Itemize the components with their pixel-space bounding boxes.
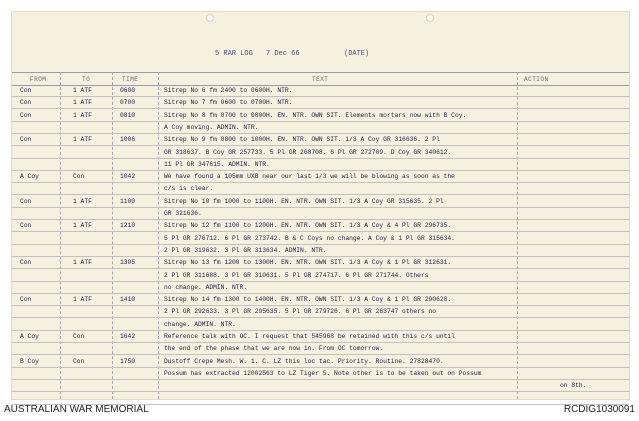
entry-text-line: Sitrep No 8 fm 0700 to 0800H. EN. NTR. OWN SIT. Elements mortars now with B Coy. [164, 111, 467, 119]
punch-hole [206, 14, 214, 22]
column-header-text: TEXT [312, 76, 329, 83]
entry-time: 1642 [120, 333, 136, 340]
ruled-line [12, 354, 629, 355]
entry-to: 1 ATF [73, 222, 92, 230]
entry-text-line: the end of the phase that we are now in. From OC tomorrow. [164, 345, 384, 353]
punch-hole [426, 14, 434, 22]
ruled-line [12, 207, 629, 208]
log-sheet [11, 11, 630, 400]
entry-text-line: GR 321636. [164, 210, 202, 217]
ruled-line [12, 244, 629, 245]
entry-time: 0700 [120, 99, 136, 107]
entry-time: 1410 [120, 296, 136, 304]
archive-reference: RCDIG1030091 [563, 404, 635, 415]
entry-from: Con [20, 136, 32, 144]
ruled-line [12, 330, 629, 331]
entry-text-line: Sitrep No 6 fm 2400 to 0600H. NTR. [164, 87, 293, 94]
entry-to: 1 ATF [73, 87, 92, 94]
entry-text-line: 2 Pl GR 292633. 3 Pl GR 295635. 5 Pl GR 279726. 6 Pl GR 263747 others no [164, 308, 437, 316]
entry-text-line: Sitrep No 13 fm 1200 to 1300H. EN. NTR. OWN SIT. 1/3 A Coy & 1 Pl GR 312631. [164, 259, 452, 267]
entry-from: Con [20, 197, 32, 205]
entry-to: 1 ATF [73, 111, 92, 119]
entry-time: 0810 [120, 111, 136, 119]
entry-text-line: Sitrep No 9 fm 0800 to 1000H. EN. NTR. OWN SIT. 1/3 A Coy GR 316636. 2 Pl [164, 136, 440, 144]
entry-text-line: Sitrep No 7 fm 0600 to 0700H. NTR. [164, 99, 293, 107]
ruled-line [12, 268, 629, 269]
ruled-line [12, 121, 629, 122]
entry-from: Con [20, 87, 32, 94]
ruled-line [12, 391, 629, 392]
entry-from: B Coy [20, 357, 39, 365]
entry-to: 1 ATF [73, 197, 92, 205]
ruled-line [12, 182, 629, 183]
ruled-line [12, 108, 629, 109]
ruled-line [12, 219, 629, 220]
entry-to: Con [73, 333, 85, 340]
ruled-line [12, 379, 629, 380]
entry-time: 1210 [120, 222, 136, 230]
entry-text-line: Sitrep No 10 fm 1000 to 1100H. EN. NTR. OWN SIT. 1/3 A Coy GR 315635. 2 Pl [164, 197, 444, 205]
entry-text-line: 2 Pl GR 311688. 3 Pl GR 310631. 5 Pl GR 274717. 6 Pl GR 271744. Others [164, 271, 429, 279]
entry-text-line: We have found a 105mm UXB near our last 1/3 we will be blowing as soon as the [164, 173, 455, 181]
entry-from: A Coy [20, 173, 39, 181]
entry-text-line: Dustoff Crepe Mesh. W. 1. C. LZ this loc tac. Priority. Routine. 27828470. [164, 357, 444, 365]
entry-to: Con [73, 173, 85, 181]
column-header-action: ACTION [524, 76, 549, 83]
entry-text-line: 2 Pl GR 319632. 3 Pl GR 313634. ADMIN. NTR. [164, 246, 327, 254]
entry-from: Con [20, 222, 32, 230]
entry-text-line: c/s is clear. [164, 185, 214, 193]
entry-to: Con [73, 357, 85, 365]
ruled-line [12, 170, 629, 171]
ruled-line [12, 317, 629, 318]
entry-text-line: on 8th. [560, 382, 587, 390]
ruled-line [12, 305, 629, 306]
entry-text-line: Reference talk with OC. I request that 545968 be retained with this c/s until [164, 333, 455, 340]
unit-log-title: 5 RAR LOG [215, 50, 253, 58]
ruled-line [12, 145, 629, 146]
entry-to: 1 ATF [73, 136, 92, 144]
entry-text-line: no change. ADMIN. NTR. [164, 283, 248, 291]
entry-from: Con [20, 259, 32, 267]
entry-text-line: Sitrep No 14 fm 1300 to 1400H. EN. NTR. OWN SIT. 1/3 A Coy & 1 Pl GR 290628. [164, 296, 452, 304]
archive-credit: AUSTRALIAN WAR MEMORIAL [4, 404, 149, 415]
entry-text-line: 11 Pl GR 347615. ADMIN. NTR. [164, 160, 270, 168]
entry-text-line: GR 318637. B Coy GR 257733. 5 Pl GR 268708. 6 Pl GR 272709. D Coy GR 340612. [164, 148, 452, 156]
entry-time: 1305 [120, 259, 136, 267]
entry-to: 1 ATF [73, 99, 92, 107]
entry-from: Con [20, 99, 32, 107]
ruled-line [12, 293, 629, 294]
entry-time: 1006 [120, 136, 136, 144]
entry-to: 1 ATF [73, 259, 92, 267]
entry-text-line: Sitrep No 12 fm 1100 to 1200H. EN. NTR. OWN SIT. 1/3 A Coy & 4 Pl GR 296735. [164, 222, 452, 230]
ruled-line [12, 281, 629, 282]
ruled-line [12, 194, 629, 195]
ruled-line [12, 342, 629, 343]
entry-text-line: Possum has extracted 12002563 to LZ Tiger 5. Note other is to be taken out on Possum [164, 369, 482, 377]
column-header-from: FROM [30, 76, 47, 83]
entry-from: Con [20, 111, 32, 119]
entry-text-line: A Coy moving. ADMIN. NTR. [164, 123, 259, 131]
entry-time: 1100 [120, 197, 136, 205]
entry-from: Con [20, 296, 32, 304]
header-rule [12, 85, 629, 86]
date-label: (DATE) [344, 50, 370, 58]
ruled-line [12, 158, 629, 159]
ruled-line [12, 231, 629, 232]
header-rule [12, 72, 629, 73]
column-header-to: TO [82, 76, 91, 83]
entry-from: A Coy [20, 333, 39, 340]
entry-time: 1042 [120, 173, 136, 181]
entry-time: 1750 [120, 357, 136, 365]
entry-to: 1 ATF [73, 296, 92, 304]
ruled-line [12, 256, 629, 257]
entry-time: 0600 [120, 87, 136, 94]
entry-text-line: change. ADMIN. NTR. [164, 320, 236, 328]
ruled-line [12, 133, 629, 134]
log-date: 7 Dec 66 [266, 50, 300, 58]
ruled-line [12, 96, 629, 97]
column-header-time: TIME [122, 76, 139, 83]
entry-text-line: 5 Pl GR 276712. 6 Pl GR 273742. B & C Coys no change. A Coy & 1 Pl GR 315634. [164, 234, 455, 242]
ruled-line [12, 367, 629, 368]
